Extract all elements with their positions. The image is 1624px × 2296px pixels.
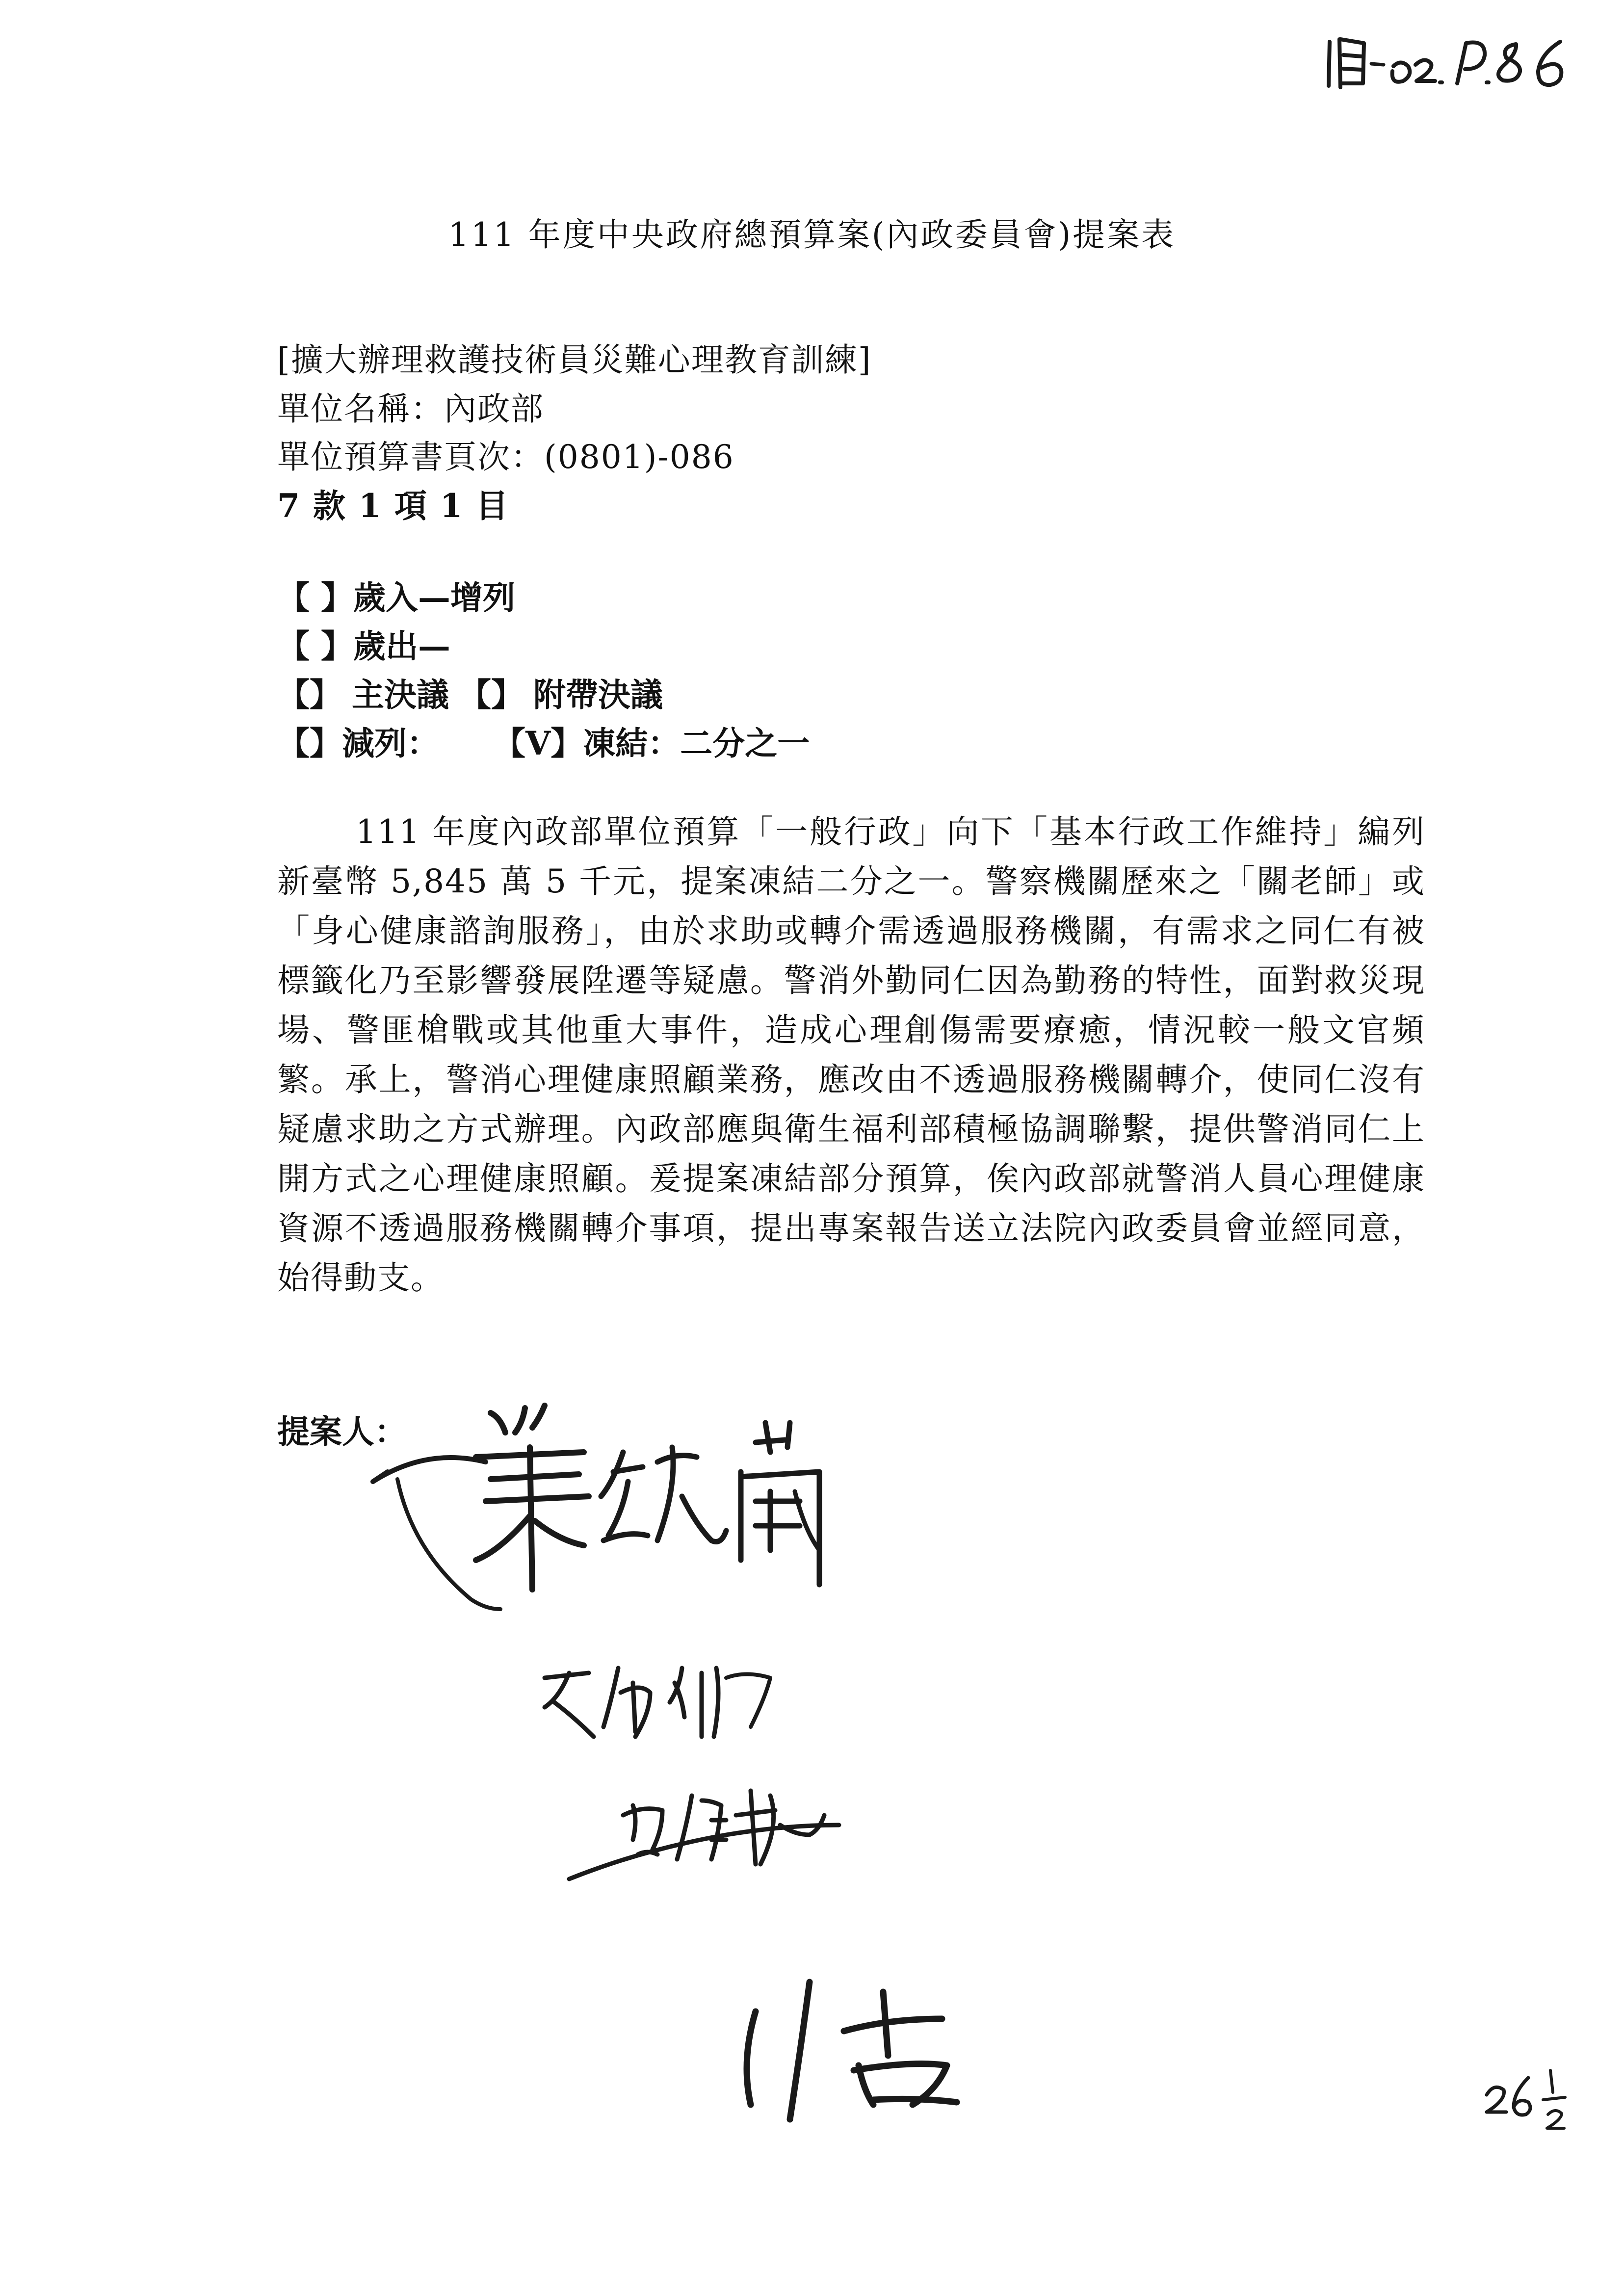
handwritten-header-note <box>1320 29 1585 93</box>
checkbox-expenditure[interactable]: 【 】 <box>277 627 353 665</box>
checkbox-reduction[interactable]: 【】 <box>277 724 342 762</box>
proposer-label: 提案人： <box>277 1412 407 1451</box>
checkbox-attached-resolution[interactable]: 【】 <box>459 676 524 714</box>
form-title: 111 年度中央政府總預算案(內政委員會)提案表 <box>448 216 1176 254</box>
proposal-type-checklist <box>277 572 810 766</box>
label-attached-resolution: 附帶決議 <box>533 676 663 714</box>
signature-1 <box>368 1393 883 1668</box>
checkbox-revenue[interactable]: 【 】 <box>277 578 353 617</box>
checklist-row-reduce-freeze <box>277 717 810 766</box>
signature-2 <box>535 1653 790 1751</box>
handwritten-footer-note <box>726 1972 1001 2134</box>
item-code: 7 款 1 項 1 目 <box>277 487 509 525</box>
handwritten-page-mark <box>1482 2061 1580 2139</box>
checklist-row-revenue <box>277 572 810 620</box>
checkbox-main-resolution[interactable]: 【】 <box>277 676 342 714</box>
label-revenue: 歲入—增列 <box>353 578 515 617</box>
checkbox-freeze[interactable]: 【V】 <box>493 724 583 762</box>
label-expenditure: 歲出— <box>353 627 450 665</box>
budget-page-reference: 單位預算書頁次：(0801)-086 <box>277 438 734 476</box>
label-reduction: 減列： <box>342 724 439 762</box>
label-freeze: 凍結：二分之一 <box>583 724 810 762</box>
checklist-row-resolutions <box>277 669 810 717</box>
signature-3 <box>564 1776 868 1894</box>
checklist-row-expenditure <box>277 620 810 669</box>
proposal-subject: [擴大辦理救護技術員災難心理教育訓練] <box>277 341 872 379</box>
unit-name: 單位名稱：內政部 <box>277 390 544 428</box>
label-main-resolution: 主決議 <box>352 676 449 714</box>
proposal-body-paragraph: 111 年度內政部單位預算「一般行政」向下「基本行政工作維持」編列新臺幣 5,845 萬 5 千元，提案凍結二分之一。警察機關歷來之「關老師」或「身心健康諮詢服務」，由於求助或轉介需透過服務機關，有需求之同仁有被標籤化乃至影響發展陞遷等疑慮。警消外勤同仁因為勤務的特性，面對救災現場、警匪槍戰或其他重大事件，造成心理創傷需要療癒，情況較一般文官頻繁。承上，警消心理健康照顧業務，應改由不透過服務機關轉介，使同仁沒有疑慮求助之方式辦理。內政部應與衛生福利部積極協調聯繫，提供警消同仁上開方式之心理健康照顧。爰提案凍結部分預算，俟內政部就警消人員心理健康資源不透過服務機關轉介事項，提出專案報告送立法院內政委員會並經同意，始得動支。 <box>277 813 1425 1297</box>
